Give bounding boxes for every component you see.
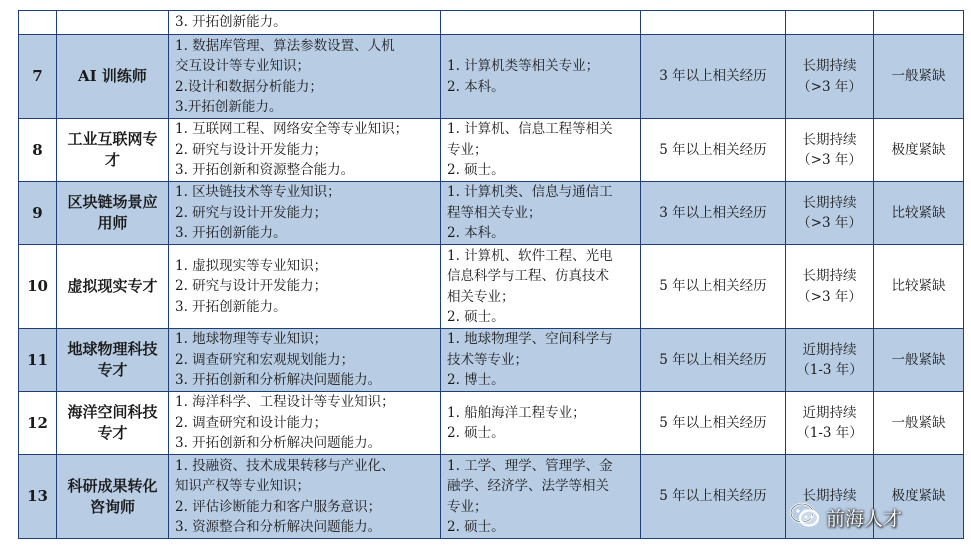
education-requirements-line: 专业； [447, 141, 488, 158]
skills-requirements-line: 2. 调查研究和宏观规划能力； [175, 351, 355, 368]
skills-requirements-line: 3. 开拓创新和分析解决问题能力。 [175, 435, 382, 452]
skills-requirements [169, 329, 441, 392]
education-requirements-line: 相关专业； [447, 288, 515, 305]
education-requirements [441, 119, 641, 182]
watermark-text: 前海人才 [826, 507, 903, 530]
experience-requirement: 5 年以上相关经历 [641, 245, 786, 329]
skills-requirements-line: 3. 开拓创新能力。 [175, 225, 287, 242]
education-requirements-line: 1. 计算机类、信息与通信工 [447, 184, 613, 201]
job-title-line: AI 训练师 [78, 67, 147, 85]
demand-duration [786, 11, 874, 35]
demand-duration-line: （>3 年） [797, 152, 862, 168]
job-title-line: 区块链场景应 [67, 193, 158, 211]
demand-duration-line: 近期持续 [802, 404, 857, 421]
education-requirements-line: 2. 本科。 [447, 225, 505, 242]
skills-requirements-line: 1. 数据库管理、算法参数设置、人机 [175, 37, 395, 54]
demand-duration [786, 392, 874, 455]
shortage-level: 比较紧缺 [874, 245, 964, 329]
demand-duration [786, 245, 874, 329]
job-title [57, 392, 169, 455]
job-title-line: 工业互联网专 [67, 130, 158, 148]
skills-requirements-line: 3. 资源整合和分析解决问题能力。 [175, 519, 382, 535]
demand-duration-line: （>3 年） [797, 215, 862, 231]
skills-requirements-line: 交互设计等专业知识； [175, 58, 310, 74]
table-row [19, 182, 964, 245]
education-requirements-line: 1. 地球物理学、空间科学与 [447, 331, 613, 348]
row-number [19, 11, 57, 35]
skills-requirements-line: 1. 互联网工程、网络安全等专业知识； [175, 121, 409, 138]
demand-duration-line: 长期持续 [802, 131, 857, 148]
education-requirements [441, 11, 641, 35]
demand-duration-line: （1-3 年） [796, 362, 863, 378]
row-number: 10 [19, 245, 57, 329]
skills-requirements [169, 11, 441, 35]
experience-requirement: 5 年以上相关经历 [641, 329, 786, 392]
demand-duration-line: （>3 年） [797, 78, 862, 95]
education-requirements-line: 1. 计算机、软件工程、光电 [447, 247, 613, 264]
job-title-line: 海洋空间科技 [67, 403, 158, 421]
education-requirements-line: 2. 本科。 [447, 78, 505, 95]
demand-duration [786, 455, 874, 539]
row-number: 7 [19, 35, 57, 119]
job-title-line: 才 [104, 151, 120, 169]
table-row [19, 11, 964, 35]
job-title [57, 35, 169, 119]
job-title-line: 虚拟现实专才 [67, 277, 158, 295]
job-title [57, 11, 169, 35]
education-requirements [441, 245, 641, 329]
skills-requirements [169, 392, 441, 455]
talent-table-container [18, 10, 964, 539]
job-title [57, 182, 169, 245]
demand-duration-line: 长期持续 [802, 488, 857, 505]
skills-requirements-line: 3. 开拓创新能力。 [175, 14, 287, 31]
shortage-level: 一般紧缺 [874, 35, 964, 119]
table-row [19, 392, 964, 455]
row-number: 12 [19, 392, 57, 455]
row-number: 11 [19, 329, 57, 392]
skills-requirements-line: 2. 研究与设计开发能力； [175, 278, 328, 295]
shortage-level: 一般紧缺 [874, 329, 964, 392]
education-requirements-line: 1. 计算机类等相关专业； [447, 58, 600, 74]
shortage-level: 极度紧缺 [874, 455, 964, 539]
experience-requirement: 5 年以上相关经历 [641, 119, 786, 182]
skills-requirements [169, 245, 441, 329]
job-title-line: 科研成果转化 [67, 476, 158, 495]
skills-requirements-line: 2.设计和数据分析能力； [175, 78, 323, 95]
skills-requirements-line: 1. 区块链技术等专业知识； [175, 184, 341, 201]
education-requirements [441, 455, 641, 539]
skills-requirements-line: 1. 海洋科学、工程设计等专业知识； [175, 394, 395, 411]
skills-requirements [169, 35, 441, 119]
shortage-level [874, 11, 964, 35]
job-title-line: 用师 [97, 214, 128, 232]
demand-duration-line: 长期持续 [802, 58, 857, 74]
demand-duration [786, 119, 874, 182]
skills-requirements [169, 119, 441, 182]
experience-requirement [641, 11, 786, 35]
education-requirements-line: 1. 船舶海洋工程专业； [447, 404, 586, 421]
education-requirements-line: 2. 硕士。 [447, 162, 505, 179]
experience-requirement: 5 年以上相关经历 [641, 455, 786, 539]
skills-requirements [169, 455, 441, 539]
job-title [57, 119, 169, 182]
education-requirements [441, 329, 641, 392]
skills-requirements-line: 3. 开拓创新和资源整合能力。 [175, 162, 355, 179]
education-requirements-line: 2. 硕士。 [447, 309, 505, 325]
skills-requirements-line: 知识产权等专业知识； [175, 478, 310, 494]
skills-requirements-line: 3. 开拓创新和分析解决问题能力。 [175, 372, 382, 389]
education-requirements-line: 专业； [447, 498, 488, 515]
education-requirements [441, 392, 641, 455]
talent-shortage-table [18, 10, 964, 539]
shortage-level: 极度紧缺 [874, 119, 964, 182]
education-requirements-line: 1. 工学、理学、管理学、金 [447, 457, 613, 474]
table-row [19, 119, 964, 182]
job-title [57, 455, 169, 539]
skills-requirements-line: 2. 评估诊断能力和客户服务意识； [175, 498, 382, 515]
demand-duration [786, 329, 874, 392]
demand-duration-line: 长期持续 [802, 268, 857, 284]
job-title [57, 245, 169, 329]
shortage-level: 比较紧缺 [874, 182, 964, 245]
demand-duration [786, 182, 874, 245]
demand-duration-line: 长期持续 [802, 194, 857, 211]
job-title [57, 329, 169, 392]
demand-duration [786, 35, 874, 119]
shortage-level: 一般紧缺 [874, 392, 964, 455]
job-title-line: 咨询师 [89, 497, 135, 516]
job-title-line: 地球物理科技 [67, 340, 158, 358]
education-requirements [441, 182, 641, 245]
experience-requirement: 5 年以上相关经历 [641, 392, 786, 455]
experience-requirement: 3 年以上相关经历 [641, 35, 786, 119]
table-row [19, 35, 964, 119]
skills-requirements-line: 1. 投融资、技术成果转移与产业化、 [175, 457, 395, 474]
demand-duration-line: （1-3 年） [796, 425, 863, 441]
education-requirements-line: 程等相关专业； [447, 204, 542, 221]
job-title-line: 专才 [97, 361, 128, 379]
job-title-line: 专才 [97, 424, 128, 442]
skills-requirements-line: 3.开拓创新能力。 [175, 99, 283, 115]
table-row [19, 455, 964, 539]
table-row [19, 245, 964, 329]
education-requirements-line: 融学、经济学、法学等相关 [447, 478, 609, 494]
education-requirements-line: 2. 博士。 [447, 372, 505, 389]
row-number: 8 [19, 119, 57, 182]
skills-requirements [169, 182, 441, 245]
skills-requirements-line: 3. 开拓创新能力。 [175, 298, 287, 315]
education-requirements-line: 1. 计算机、信息工程等相关 [447, 121, 613, 138]
education-requirements-line: 信息科学与工程、仿真技术 [447, 268, 609, 284]
education-requirements-line: 2. 硕士。 [447, 519, 505, 535]
experience-requirement: 3 年以上相关经历 [641, 182, 786, 245]
skills-requirements-line: 2. 研究与设计开发能力； [175, 204, 328, 221]
row-number: 13 [19, 455, 57, 539]
skills-requirements-line: 2. 研究与设计开发能力； [175, 141, 328, 158]
education-requirements [441, 35, 641, 119]
skills-requirements-line: 1. 地球物理等专业知识； [175, 331, 328, 348]
demand-duration-line: 近期持续 [802, 341, 857, 358]
education-requirements-line: 技术等专业； [447, 351, 528, 368]
education-requirements-line: 2. 硕士。 [447, 425, 505, 441]
table-row [19, 329, 964, 392]
row-number: 9 [19, 182, 57, 245]
skills-requirements-line: 1. 虚拟现实等专业知识； [175, 257, 328, 274]
skills-requirements-line: 2. 调查研究和设计能力； [175, 414, 328, 431]
demand-duration-line: （>3 年） [797, 288, 862, 305]
